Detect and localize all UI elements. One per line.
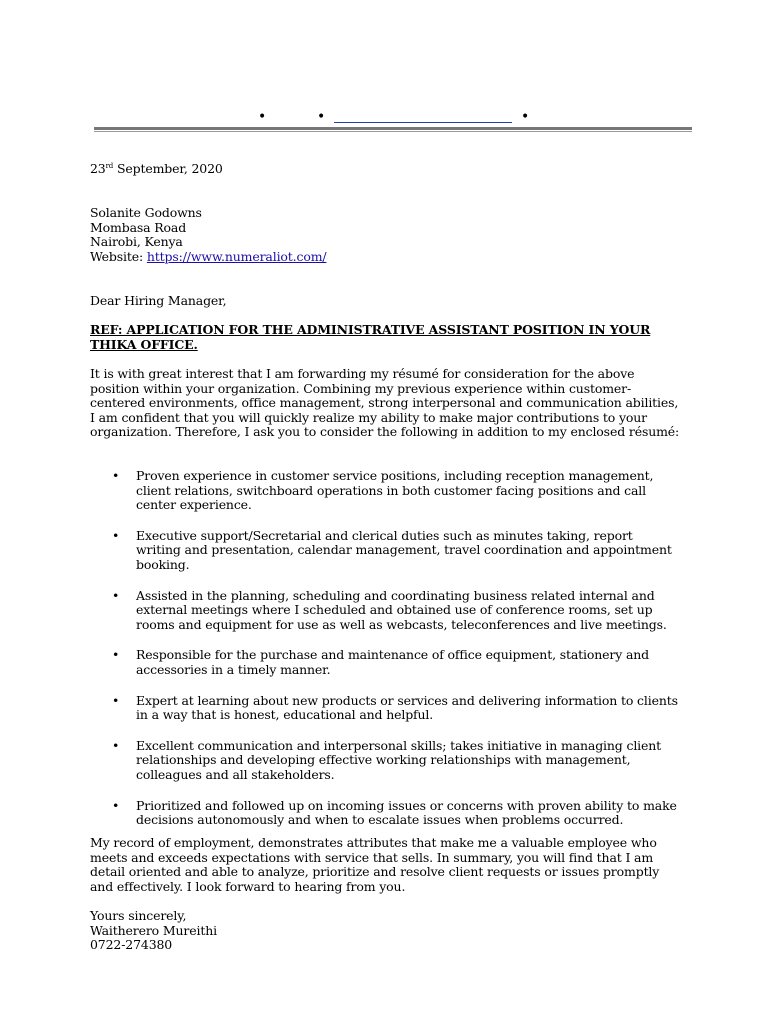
- header-bullet: •: [521, 109, 530, 125]
- bullet-marker: •: [112, 797, 120, 813]
- list-item: • Executive support/Secretarial and clerical duties such as minutes taking, report writing and presentation, calendar management, travel coordination and appointment booking.: [112, 527, 672, 572]
- recipient-address: [90, 206, 680, 264]
- recipient-street: Mombasa Road: [90, 219, 187, 235]
- list-item: • Excellent communication and interpersonal skills; takes initiative in managing client relationships and developing effective working relationships with management, colleagues and all stakeholders.: [112, 737, 662, 782]
- list-item: • Expert at learning about new products or services and delivering information to clients in a way that is honest, educational and helpful.: [112, 692, 678, 723]
- bullet-marker: •: [112, 647, 120, 663]
- list-item: • Proven experience in customer service positions, including reception management, client relations, switchboard operations in both customer facing positions and call center experience.: [112, 468, 654, 513]
- qualifications-list: [90, 469, 680, 844]
- bullet-marker: •: [112, 587, 120, 603]
- bullet-marker: •: [112, 527, 120, 543]
- bullet-marker: •: [112, 468, 120, 483]
- header-rule: [94, 127, 692, 130]
- signoff: Yours sincerely,: [90, 908, 187, 923]
- sender-name: Waitherero Mureithi: [90, 922, 217, 938]
- bullet-marker: •: [112, 737, 120, 753]
- closing-paragraph: My record of employment, demonstrates attributes that make me a valuable employee who meets and exceeds expectations with service that sells. In summary, you will find that I am detail oriented and able to analyze, prioritize and resolve client requests or issues promptly and effectively. I look forward to hearing from you.: [90, 835, 660, 894]
- header-email-link[interactable]: [334, 122, 512, 123]
- recipient-city: Nairobi, Kenya: [90, 234, 183, 250]
- header-rule-thin: [94, 131, 692, 132]
- reference-line: REF: APPLICATION FOR THE ADMINISTRATIVE ASSISTANT POSITION IN YOUR THIKA OFFICE.: [90, 322, 651, 352]
- salutation: Dear Hiring Manager,: [90, 293, 227, 308]
- bullet-marker: •: [112, 692, 120, 708]
- sender-phone: 0722-274380: [90, 937, 173, 953]
- header-bullet: •: [258, 109, 267, 125]
- list-item: • Responsible for the purchase and maintenance of office equipment, stationery and accessories in a timely manner.: [112, 647, 650, 677]
- intro-paragraph: It is with great interest that I am forwarding my résumé for consideration for the above position within your organization. Combining my previous experience within customer-centered environments, office management, strong interpersonal and communication abilities, I am confident that you will quickly realize my ability to make major contributions to your organization. Therefore, I ask you to consider the following in addition to my enclosed résumé:: [90, 366, 680, 440]
- list-item: • Prioritized and followed up on incoming issues or concerns with proven ability to make decisions autonomously and when to escalate issues when problems occurred.: [112, 797, 677, 828]
- recipient-website: Website: https://www.numeraliot.com/: [90, 248, 327, 264]
- letter-date: 23rd September, 2020: [90, 161, 223, 176]
- recipient-company: Solanite Godowns: [90, 205, 202, 220]
- signature-block: [90, 909, 680, 953]
- website-link[interactable]: https://www.numeraliot.com/: [146, 248, 327, 264]
- list-item: • Assisted in the planning, scheduling and coordinating business related internal and external meetings where I scheduled and obtained use of conference rooms, set up rooms and equipment for use as well as webcasts, teleconferences and live meetings.: [112, 587, 667, 632]
- header-bullet: •: [317, 109, 326, 125]
